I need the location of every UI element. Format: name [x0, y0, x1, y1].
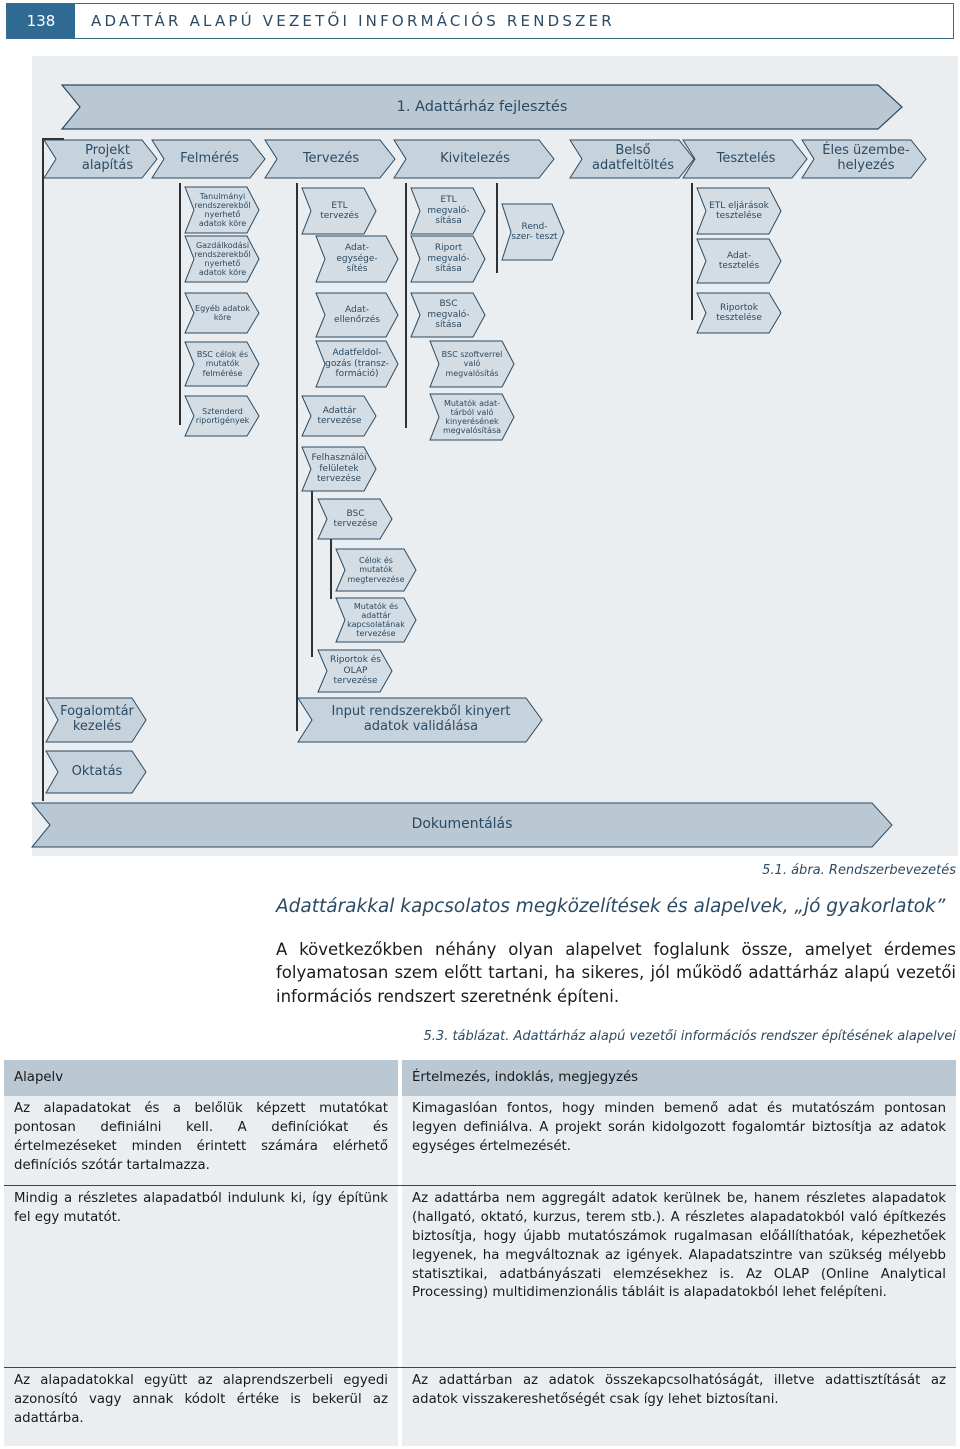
- phase-belso-adatfeltoltes: [570, 140, 694, 178]
- connector-line: [496, 183, 498, 273]
- connector-line: [296, 183, 298, 731]
- connector-line: [405, 183, 407, 428]
- intro-paragraph: A következőkben néhány olyan alapelvet foglalunk össze, amelyet érdemes folyamatosan szem előtt tartani, ha sikeres, jól működő adattárház alapú vezetői információs rendszert szeretnénk építeni.: [276, 940, 956, 1006]
- table-caption-text: Adattárház alapú vezetői információs rendszer építésének alapelvei: [513, 1029, 956, 1044]
- task-sztenderd-riportigenyek: [185, 396, 259, 436]
- task-tanulmanyi-adatok: [185, 187, 259, 233]
- task-label: Felhasználói felületek tervezése: [311, 453, 367, 485]
- task-adattar-tervezese: [302, 396, 376, 436]
- phase-kivitelezes: [394, 140, 554, 178]
- task-oktatas: [46, 751, 146, 793]
- task-egyeb-adatok: [185, 293, 259, 333]
- banner-label: 1. Adattárház fejlesztés: [396, 98, 568, 115]
- table-caption-label: 5.3. táblázat.: [423, 1029, 510, 1044]
- task-label: BSC szoftverrel való megvalósítás: [441, 350, 503, 378]
- task-label: Tanulmányi rendszerekből nyerhető adatok köre: [194, 191, 251, 229]
- task-adatfeldolgozas: [316, 341, 398, 387]
- running-header: [6, 3, 954, 39]
- task-mutatok-adattar-kapcsolata: [336, 598, 416, 642]
- task-etl-eljarasok-tesztelese: [697, 188, 781, 234]
- connector-line: [691, 183, 693, 320]
- task-label: Adat- tesztelés: [718, 250, 760, 271]
- phase-label: Tervezés: [302, 150, 360, 166]
- running-title: ADATTÁR ALAPÚ VEZETŐI INFORMÁCIÓS RENDSZER: [91, 12, 615, 30]
- task-riportok-olap-tervezese: [318, 650, 392, 692]
- task-etl-megvalositasa: [411, 188, 485, 234]
- banner-arrow: [62, 85, 902, 129]
- task-label: ETL eljárások tesztelése: [709, 200, 769, 221]
- task-label: ETL megvaló- sítása: [427, 195, 470, 227]
- table-row: [4, 1186, 956, 1367]
- task-label: Riport megvaló- sítása: [427, 243, 470, 275]
- table-header-note: Értelmezés, indoklás, megjegyzés: [402, 1060, 956, 1096]
- task-riport-megvalositasa: [411, 236, 485, 282]
- table-cell-principle: Az alapadatokkal együtt az alaprendszerbeli egyedi azonosító vagy annak kódolt értéke is bekerül az adattárba.: [14, 1373, 388, 1426]
- table-row: [4, 1096, 956, 1185]
- task-label: Riportok és OLAP tervezése: [329, 655, 381, 687]
- task-label: Riportok tesztelése: [716, 302, 762, 323]
- task-bsc-megvalositasa: [411, 293, 485, 337]
- task-label: Oktatás: [71, 763, 123, 779]
- task-felhasznaloi-feluletek: [302, 447, 376, 491]
- task-adatellenorzes: [316, 293, 398, 337]
- phase-label: Kivitelezés: [440, 150, 510, 166]
- process-diagram: [32, 56, 958, 856]
- figure-caption-label: 5.1. ábra.: [762, 863, 825, 878]
- table-header-principle: Alapelv: [4, 1060, 398, 1096]
- task-label: Adatfeldol- gozás (transz- formáció): [325, 348, 389, 380]
- task-gazdalkodasi-adatok: [185, 236, 259, 282]
- page-number: 138: [7, 4, 75, 38]
- task-celok-mutatok-megtervezese: [336, 549, 416, 591]
- task-label: BSC megvaló- sítása: [427, 299, 470, 331]
- figure-caption-text: Rendszerbevezetés: [828, 863, 956, 878]
- table-cell-note: Az adattárba nem aggregált adatok kerülnek be, hanem részletes alapadatok (hallgató, oktató, kurzus, terem stb.). A részletes alapadatokból való építkezés biztosítja, hogy újabb mutatószámok rugalmasan előállíthatóak, képezhetőek legyenek, ha megváltoznak az igények. Alapadatszintre van szükség mélyebb statisztikai, adatbányászati elemzésekhez is. Az OLAP (Online Analytical Processing) multidimenzionális tábláit is alapadatokból lehet felépíteni.: [412, 1191, 946, 1301]
- connector-line: [42, 138, 44, 801]
- task-label: Input rendszerekből kinyert adatok validálása: [331, 704, 511, 734]
- task-label: Adat- ellenőrzés: [334, 304, 380, 325]
- phase-label: Felmérés: [180, 150, 239, 166]
- task-label: Gazdálkodási rendszerekből nyerhető adatok köre: [194, 240, 251, 278]
- task-label: Rend- szer- teszt: [511, 221, 558, 242]
- task-input-validalas: [298, 698, 542, 742]
- phase-projekt-alapitas: [44, 140, 157, 178]
- task-riportok-tesztelese: [697, 293, 781, 333]
- phase-teszteles: [683, 140, 807, 178]
- task-label: Mutatók adat- tárból való kinyerésének megvalósítása: [442, 398, 502, 436]
- table-row: [4, 1368, 956, 1446]
- table-cell-note: Az adattárban az adatok összekapcsolhatóságát, illetve adattisztítását az adatok visszakereshetőségét csak így lehet biztosítani.: [412, 1373, 946, 1407]
- phase-label: Belső adatfeltöltés: [592, 143, 674, 173]
- task-label: Fogalomtár kezelés: [60, 704, 134, 734]
- task-label: Mutatók és adattár kapcsolatának tervezése: [347, 601, 405, 639]
- task-label: Dokumentálás: [411, 816, 513, 833]
- phase-tervezes: [265, 140, 395, 178]
- task-dokumentalas: [32, 803, 892, 847]
- task-label: BSC célok és mutatók felmérése: [196, 350, 249, 378]
- task-bsc-szoftverrel-megvalositas: [430, 341, 514, 387]
- task-rendszerteszt: [502, 204, 564, 260]
- table-cell-note: Kimagaslóan fontos, hogy minden bemenő adat és mutatószám pontosan legyen definiálva. A projekt során kidolgozott fogalomtár biztosítja az adatok egységes értelmezését.: [412, 1101, 946, 1154]
- task-label: ETL tervezés: [320, 200, 359, 221]
- figure-caption: [762, 863, 956, 878]
- task-label: Célok és mutatók megtervezése: [347, 556, 405, 584]
- phase-label: Tesztelés: [716, 150, 776, 166]
- table-cell-principle: Mindig a részletes alapadatból indulunk ki, így építünk fel egy mutatót.: [14, 1191, 388, 1225]
- task-etl-tervezes: [302, 188, 376, 234]
- task-mutatok-kinyeresenek-megvalositasa: [430, 394, 514, 440]
- principles-table: [4, 1060, 956, 1446]
- task-fogalomtar-kezeles: [46, 698, 146, 742]
- section-subheading: Adattárakkal kapcsolatos megközelítések és alapelvek, „jó gyakorlatok”: [276, 896, 946, 917]
- phase-label: Éles üzembe- helyezés: [822, 143, 910, 173]
- task-label: BSC tervezése: [333, 508, 378, 529]
- task-label: Adat- egysége- sítés: [336, 243, 378, 275]
- phase-label: Projekt alapítás: [81, 143, 134, 173]
- phase-eles-uzembehelyezes: [802, 140, 926, 178]
- table-header-row: [4, 1060, 956, 1096]
- task-label: Sztenderd riportigények: [195, 406, 250, 425]
- connector-line: [179, 183, 181, 425]
- task-adattesztales: [697, 239, 781, 283]
- task-bsc-tervezese: [318, 499, 392, 539]
- table-cell-principle: Az alapadatokat és a belőlük képzett mutatókat pontosan definiálni kell. A definíciókat és értelmezéseket minden érintett számára elérhető definíciós szótár tartalmazza.: [14, 1101, 388, 1173]
- task-label: Egyéb adatok köre: [195, 303, 250, 322]
- task-adategysegesites: [316, 236, 398, 282]
- phase-felmeres: [152, 140, 265, 178]
- table-caption: [424, 1029, 956, 1044]
- task-bsc-celok-felmerese: [185, 342, 259, 386]
- task-label: Adattár tervezése: [317, 405, 362, 426]
